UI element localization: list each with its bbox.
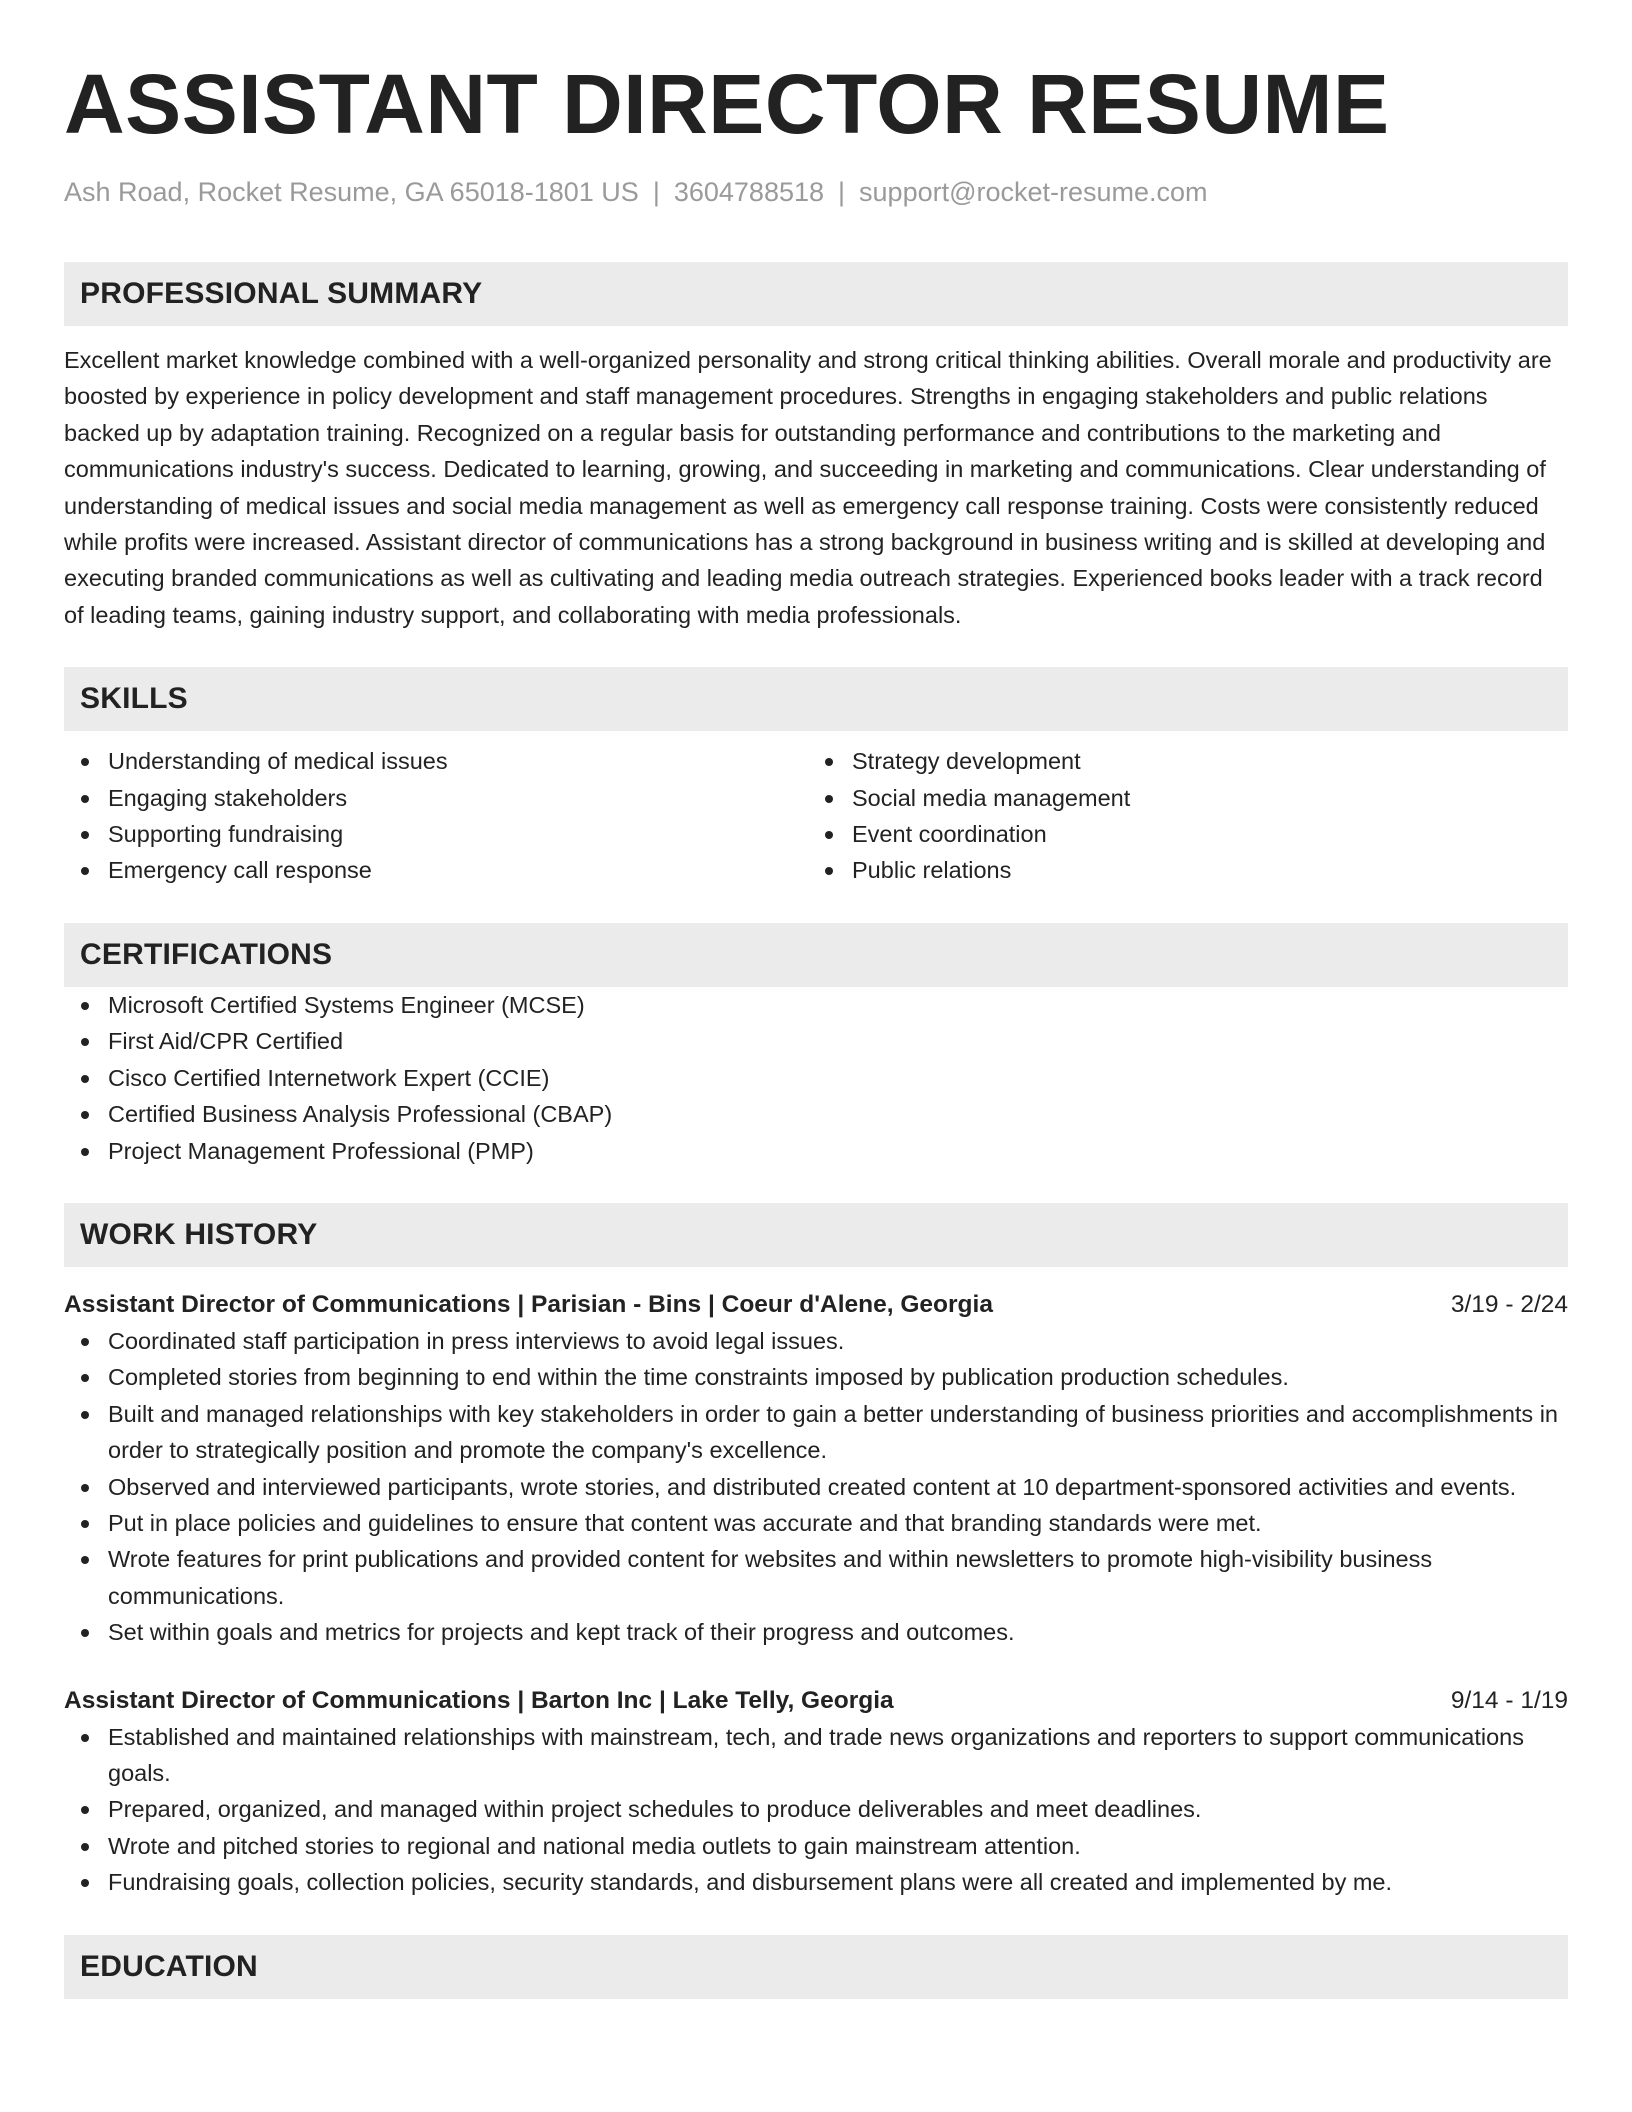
section-title: EDUCATION (80, 1949, 258, 1983)
skill-text: Supporting fundraising (108, 821, 344, 848)
contact-separator: | (838, 177, 846, 207)
bullet-icon (81, 867, 89, 875)
list-item (64, 1469, 1568, 1505)
bullet-icon (81, 1374, 89, 1382)
job-bullet-text: Established and maintained relationships with mainstream, tech, and trade news organizations and reporters to support communications goals. (108, 1723, 1524, 1786)
job-dates: 3/19 - 2/24 (1450, 1290, 1568, 1318)
list-item (808, 852, 1552, 888)
skills-column-right (808, 743, 1552, 889)
contact-email: support@rocket-resume.com (859, 177, 1208, 207)
list-item (64, 1359, 1568, 1395)
list-item (64, 1828, 1568, 1864)
bullet-icon (81, 1879, 89, 1887)
bullet-icon (81, 1075, 89, 1083)
bullet-icon (81, 1338, 89, 1346)
bullet-icon (825, 867, 833, 875)
job-bullet-text: Completed stories from beginning to end within the time constraints imposed by publication production schedules. (108, 1364, 1289, 1391)
bullet-icon (81, 1556, 89, 1564)
skill-text: Social media management (852, 784, 1131, 811)
skill-text: Event coordination (852, 821, 1047, 848)
skill-text: Emergency call response (108, 857, 372, 884)
list-item (808, 816, 1552, 852)
list-item (64, 1023, 1568, 1059)
bullet-icon (81, 758, 89, 766)
list-item (64, 1505, 1568, 1541)
bullet-icon (81, 1411, 89, 1419)
section-title: CERTIFICATIONS (80, 937, 333, 971)
list-item (64, 743, 808, 779)
list-item (64, 1541, 1568, 1614)
list-item (64, 1133, 1568, 1169)
job-bullet-text: Set within goals and metrics for projects and kept track of their progress and outcomes. (108, 1619, 1015, 1646)
job-dates: 9/14 - 1/19 (1450, 1686, 1568, 1714)
job-title-row (64, 1287, 1568, 1323)
job-bullet-text: Wrote features for print publications and provided content for websites and within newsletters to promote high-visibility business communications. (108, 1546, 1433, 1609)
contact-address: Ash Road, Rocket Resume, GA 65018-1801 US (64, 177, 639, 207)
job-bullet-text: Built and managed relationships with key stakeholders in order to gain a better understanding of business priorities and accomplishments in order to strategically position and promote the company's excellence. (108, 1400, 1558, 1464)
job-bullets (64, 1719, 1568, 1901)
job-bullet-text: Coordinated staff participation in press interviews to avoid legal issues. (108, 1327, 845, 1354)
bullet-icon (81, 1111, 89, 1119)
contact-separator: | (652, 177, 660, 207)
skill-text: Understanding of medical issues (108, 748, 448, 775)
bullet-icon (81, 1148, 89, 1156)
certification-text: Project Management Professional (PMP) (108, 1137, 534, 1164)
bullet-icon (81, 1038, 89, 1046)
contact-phone: 3604788518 (673, 177, 825, 207)
skills-column-left (64, 743, 808, 889)
list-item (64, 1096, 1568, 1132)
bullet-icon (81, 795, 89, 803)
bullet-icon (81, 1843, 89, 1851)
section-title: WORK HISTORY (80, 1217, 318, 1251)
list-item (64, 1614, 1568, 1650)
job-bullet-text: Prepared, organized, and managed within project schedules to produce deliverables and meet deadlines. (108, 1796, 1202, 1823)
job-bullet-text: Wrote and pitched stories to regional and national media outlets to gain mainstream attention. (108, 1832, 1081, 1859)
list-item (808, 743, 1552, 779)
list-item (64, 816, 808, 852)
certification-text: First Aid/CPR Certified (108, 1028, 344, 1055)
section-title: PROFESSIONAL SUMMARY (80, 277, 483, 310)
resume-title: ASSISTANT DIRECTOR RESUME (64, 57, 1390, 151)
section-header-certifications (64, 923, 1568, 987)
job-title: Assistant Director of Communications | Parisian - Bins | Coeur d'Alene, Georgia (64, 1290, 993, 1318)
list-item (64, 1323, 1568, 1359)
certifications-list (64, 987, 1568, 1169)
bullet-icon (81, 1734, 89, 1742)
section-header-skills (64, 667, 1568, 731)
skill-text: Engaging stakeholders (108, 784, 348, 811)
certification-text: Certified Business Analysis Professional (CBAP) (108, 1101, 613, 1128)
certification-text: Cisco Certified Internetwork Expert (CCIE) (108, 1064, 550, 1091)
skills-list (64, 743, 1568, 889)
list-item (64, 1864, 1568, 1900)
skill-text: Strategy development (852, 748, 1081, 775)
list-item (808, 780, 1552, 816)
section-title: SKILLS (80, 682, 188, 716)
job-bullets (64, 1323, 1568, 1651)
job-title-row (64, 1683, 1568, 1719)
job-bullet-text: Observed and interviewed participants, wrote stories, and distributed created content at 10 department-sponsored activities and events. (108, 1473, 1517, 1500)
bullet-icon (825, 758, 833, 766)
bullet-icon (81, 1806, 89, 1814)
section-header-summary (64, 262, 1568, 326)
bullet-icon (825, 795, 833, 803)
list-item (64, 1060, 1568, 1096)
certification-text: Microsoft Certified Systems Engineer (MCSE) (108, 991, 585, 1018)
list-item (64, 1396, 1568, 1469)
list-item (64, 852, 808, 888)
summary-paragraph: Excellent market knowledge combined with a well-organized personality and strong critical thinking abilities. Overall morale and productivity are boosted by experience in policy development and staff management procedures. Strengths in engaging stakeholders and public relations backed up by adaptation training. Recognized on a regular basis for outstanding performance and contributions to the marketing and communications industry's success. Dedicated to learning, growing, and succeeding in marketing and communications. Clear understanding of understanding of medical issues and social media management as well as emergency call response training. Costs were consistently reduced while profits were increased. Assistant director of communications has a strong background in business writing and is skilled at developing and executing branded communications as well as cultivating and leading media outreach strategies. Experienced books leader with a track record of leading teams, gaining industry support, and collaborating with media professionals. (64, 347, 1552, 628)
bullet-icon (81, 1002, 89, 1010)
section-header-work-history (64, 1203, 1568, 1267)
skill-text: Public relations (852, 857, 1012, 884)
list-item (64, 780, 808, 816)
bullet-icon (81, 1520, 89, 1528)
job-entry (64, 1287, 1568, 1651)
bullet-icon (81, 1629, 89, 1637)
bullet-icon (81, 1484, 89, 1492)
job-entry (64, 1683, 1568, 1901)
job-title: Assistant Director of Communications | Barton Inc | Lake Telly, Georgia (64, 1686, 894, 1714)
job-bullet-text: Put in place policies and guidelines to ensure that content was accurate and that branding standards were met. (108, 1509, 1262, 1536)
bullet-icon (81, 831, 89, 839)
contact-line (64, 174, 1568, 210)
section-header-education (64, 1935, 1568, 1999)
list-item (64, 1791, 1568, 1827)
list-item (64, 1719, 1568, 1792)
bullet-icon (825, 831, 833, 839)
job-bullet-text: Fundraising goals, collection policies, security standards, and disbursement plans were all created and implemented by me. (108, 1869, 1393, 1896)
list-item (64, 987, 1568, 1023)
